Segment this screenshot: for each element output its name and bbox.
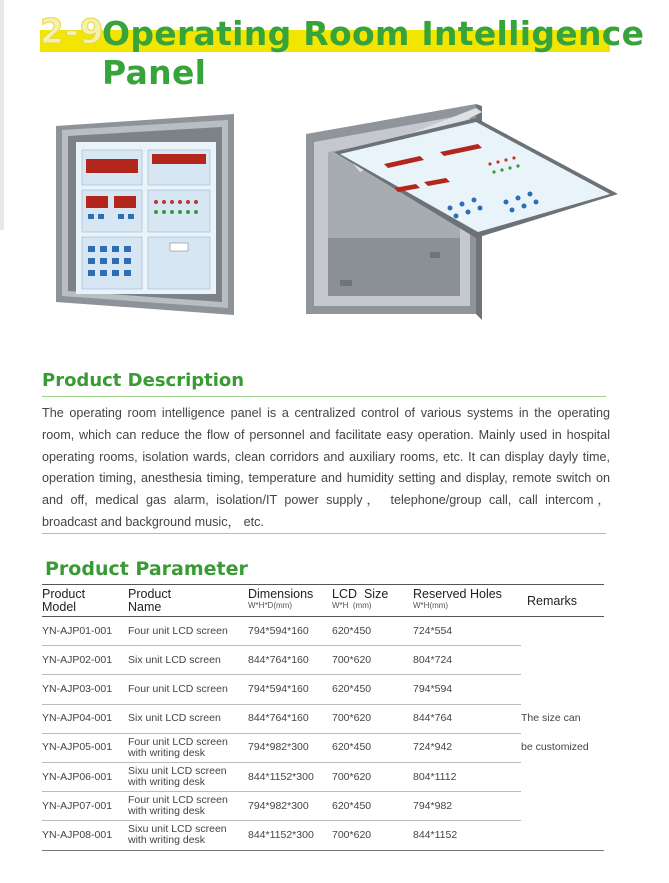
table-row xyxy=(42,646,604,675)
cell-dimensions: 844*764*160 xyxy=(248,704,332,733)
table-row xyxy=(42,762,604,791)
cell-lcd: 620*450 xyxy=(332,617,413,646)
description-bottom-rule xyxy=(42,533,606,534)
cell-model: YN-AJP07-001 xyxy=(42,792,128,821)
cell-lcd: 620*450 xyxy=(332,675,413,704)
cell-name: Four unit LCD screen with writing desk xyxy=(128,733,248,762)
remarks-line-1: The size can xyxy=(521,712,581,725)
description-rule xyxy=(42,396,606,397)
header-lcd xyxy=(332,585,413,617)
cell-holes: 794*982 xyxy=(413,792,521,821)
description-title: Product Description xyxy=(42,370,245,391)
cell-name: Four unit LCD screen xyxy=(128,617,248,646)
table-row xyxy=(42,792,604,821)
table-row xyxy=(42,617,604,646)
cell-lcd: 700*620 xyxy=(332,762,413,791)
cell-holes: 724*554 xyxy=(413,617,521,646)
header-dimensions-unit: W*H*D(mm) xyxy=(248,601,292,610)
remarks-line-2: be customized xyxy=(521,741,589,754)
cell-lcd: 620*450 xyxy=(332,733,413,762)
remarks-text xyxy=(521,696,604,770)
cell-name: Sixu unit LCD screen with writing desk xyxy=(128,762,248,791)
panel-front-view-image xyxy=(52,112,238,317)
cell-holes: 844*764 xyxy=(413,704,521,733)
header-holes-unit: W*H(mm) xyxy=(413,601,449,610)
header-holes xyxy=(413,585,521,617)
cell-remarks xyxy=(521,617,604,851)
page-title: Operating Room Intelligence Panel xyxy=(102,14,645,92)
cell-holes: 844*1152 xyxy=(413,821,521,850)
cell-dimensions: 844*1152*300 xyxy=(248,762,332,791)
cell-model: YN-AJP08-001 xyxy=(42,821,128,850)
cell-lcd: 620*450 xyxy=(332,792,413,821)
table-row xyxy=(42,704,604,733)
cell-model: YN-AJP02-001 xyxy=(42,646,128,675)
cell-name: Four unit LCD screen xyxy=(128,675,248,704)
header-dimensions-label: Dimensions xyxy=(248,587,314,601)
cell-holes: 804*724 xyxy=(413,646,521,675)
cell-model: YN-AJP06-001 xyxy=(42,762,128,791)
table-row xyxy=(42,821,604,850)
header-holes-label: Reserved Holes xyxy=(413,587,502,601)
cell-name: Six unit LCD screen xyxy=(128,704,248,733)
cell-holes: 724*942 xyxy=(413,733,521,762)
parameter-table xyxy=(42,584,604,851)
header-dimensions xyxy=(248,585,332,617)
cell-dimensions: 844*1152*300 xyxy=(248,821,332,850)
cell-lcd: 700*620 xyxy=(332,646,413,675)
cell-model: YN-AJP01-001 xyxy=(42,617,128,646)
cell-name: Six unit LCD screen xyxy=(128,646,248,675)
header-name xyxy=(128,585,248,617)
header-remarks-label: Remarks xyxy=(527,593,578,608)
description-text: The operating room intelligence panel is a centralized control of various systems in the operating room, which can reduce the flow of personnel and facilitate easy operation. Mainly used in hospital operating rooms, isolation wards, clean corridors and auxiliary rooms, etc. It can display dayly time, operation timing, anesthesia timing, temperature and humidity setting and display, remote switch on and off, medical gas alarm, isolation/IT power supply， telephone/group call, call intercom， broadcast and background music， etc. xyxy=(42,406,610,529)
cell-lcd: 700*620 xyxy=(332,704,413,733)
cell-dimensions: 844*764*160 xyxy=(248,646,332,675)
cell-name: Sixu unit LCD screen with writing desk xyxy=(128,821,248,850)
header-model xyxy=(42,585,128,617)
cell-lcd: 700*620 xyxy=(332,821,413,850)
panel-open-desk-image xyxy=(300,98,618,320)
section-number: 2-9 xyxy=(40,12,105,52)
header-remarks xyxy=(521,585,604,617)
cell-model: YN-AJP03-001 xyxy=(42,675,128,704)
header-lcd-unit: W*H (mm) xyxy=(332,601,372,610)
page-header xyxy=(0,0,669,92)
cell-name: Four unit LCD screen with writing desk xyxy=(128,792,248,821)
header-name-label: Product Name xyxy=(128,587,172,614)
header-lcd-label: LCD Size xyxy=(332,587,389,601)
cell-holes: 794*594 xyxy=(413,675,521,704)
cell-dimensions: 794*594*160 xyxy=(248,617,332,646)
cell-holes: 804*1112 xyxy=(413,762,521,791)
table-row xyxy=(42,675,604,704)
cell-model: YN-AJP04-001 xyxy=(42,704,128,733)
header-model-label: Product Model xyxy=(42,587,86,614)
cell-model: YN-AJP05-001 xyxy=(42,733,128,762)
cell-dimensions: 794*982*300 xyxy=(248,733,332,762)
table-row xyxy=(42,733,604,762)
cell-dimensions: 794*982*300 xyxy=(248,792,332,821)
table-header-row xyxy=(42,585,604,617)
parameter-title: Product Parameter xyxy=(45,558,248,580)
cell-dimensions: 794*594*160 xyxy=(248,675,332,704)
